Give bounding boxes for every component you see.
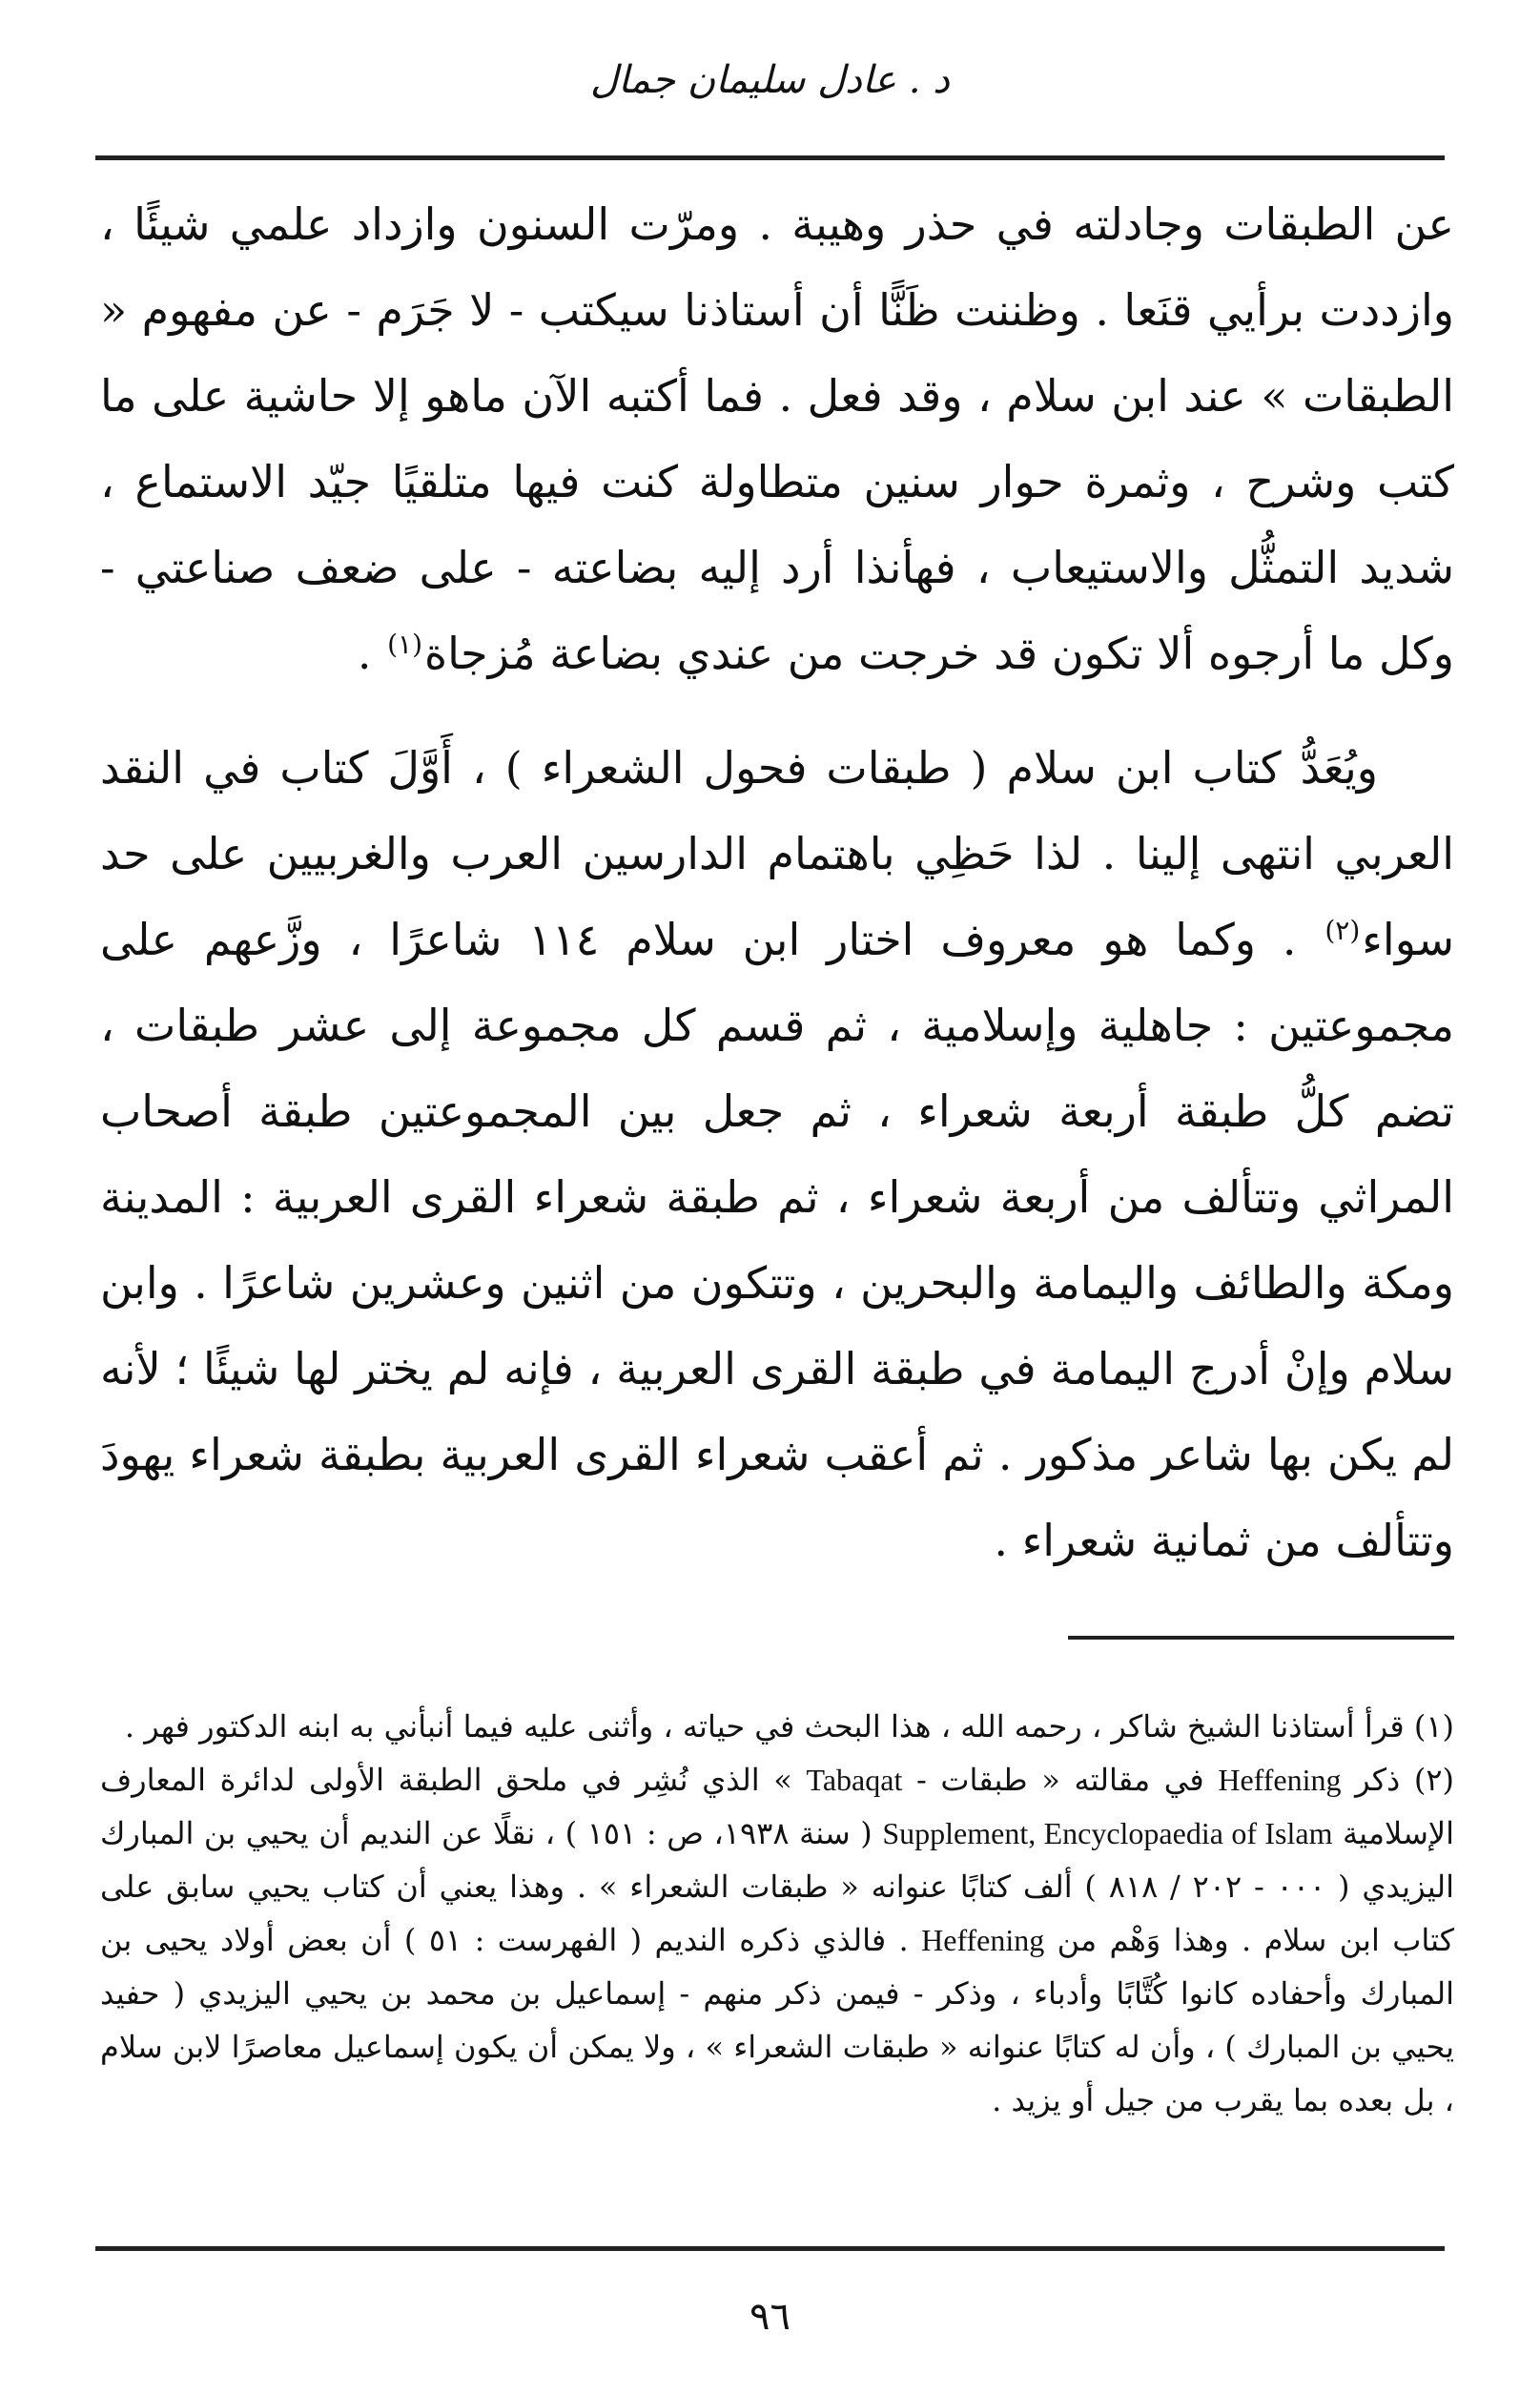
footnote-ref-2: (٢) <box>1324 914 1361 946</box>
footnote-1: (١) قرأ أستاذنا الشيخ شاكر ، رحمه الله ، هذا البحث في حياته ، وأثنى عليه فيما أنبأني به ابنه الدكتور فهر . <box>124 1708 1454 1745</box>
paragraph-1-end: . <box>357 628 386 679</box>
paragraph-1-text: عن الطبقات وجادلته في حذر وهيبة . ومرّت السنون وازداد علمي شيئًا ، وازددت برأيي قنَعا . وظننت ظَنًّا أن أستاذنا سيكتب - لا جَرَم - عن مفهوم « الطبقات » عند ابن سلام ، وقد فعل . فما أكتبه الآن ماهو إلا حاشية على ما كتب وشرح ، وثمرة حوار سنين متطاولة كنت فيها متلقيًا جيّد الاستماع ، شديد التمثُّل والاستيعاب ، فهأنذا أرد إليه بضاعته - على ضعف صناعتي - وكل ما أرجوه ألا تكون قد خرجت من عندي بضاعة مُزجاة <box>100 198 1454 679</box>
footnote-separator <box>1068 1636 1454 1640</box>
paragraph-1 <box>100 181 1454 696</box>
footnote-2-part-c: » الذي نُشِر في ملحق الطبقة الأولى لدائرة المعارف الإسلامية <box>100 1762 1455 1851</box>
footnotes <box>100 1700 1454 2127</box>
page-number: ٩٦ <box>749 2295 791 2339</box>
footnote-2-part-a: (٢) ذكر <box>1341 1762 1455 1798</box>
running-header: د . عادل سليمان جمال <box>590 58 950 102</box>
main-text <box>100 181 1454 1583</box>
header-rule <box>95 155 1445 160</box>
paragraph-2-text-a: ويُعَدُّ كتاب ابن سلام ( طبقات فحول الشعراء ) ، أَوَّلَ كتاب في النقد العربي انتهى إلينا . لذا حَظِي باهتمام الدارسين العرب والغربيين على حد سواء <box>100 742 1454 965</box>
footnote-ref-1: (١) <box>387 628 423 660</box>
paragraph-2 <box>100 725 1454 1583</box>
footer-rule <box>95 2246 1445 2251</box>
paragraph-2-text-b: . وكما هو معروف اختار ابن سلام ١١٤ شاعرًا ، وزَّعهم على مجموعتين : جاهلية وإسلامية ، ثم قسم كل مجموعة إلى عشر طبقات ، تضم كلُّ طبقة أربعة شعراء ، ثم جعل بين المجموعتين طبقة أصحاب المراثي وتتألف من أربعة شعراء ، ثم طبقة شعراء القرى العربية : المدينة ومكة والطائف واليمامة والبحرين ، وتتكون من اثنين وعشرين شاعرًا . وابن سلام وإنْ أدرج اليمامة في طبقة القرى العربية ، فإنه لم يختر لها شيئًا ؛ لأنه لم يكن بها شاعر مذكور . ثم أعقب شعراء القرى العربية بطبقة شعراء يهودَ وتتألف من ثمانية شعراء . <box>100 914 1454 1566</box>
footnote-2-tabaqat: Tabaqat <box>806 1763 903 1797</box>
footnote-2-supplement: Supplement, Encyclopaedia of Islam <box>882 1816 1333 1850</box>
footnote-2-part-e: . فالذي ذكره النديم ( الفهرست : ٥١ ) أن بعض أولاد يحيى بن المبارك وأحفاده كانوا كُتَّابًا وأدباء ، وذكر - فيمن ذكر منهم - إسماعيل بن محمد بن يحيي اليزيدي ( حفيد يحيي بن المبارك ) ، وأن له كتابًا عنوانه « طبقات الشعراء » ، ولا يمكن أن يكون إسماعيل معاصرًا لابن سلام ، بل بعده بما يقرب من جيل أو يزيد . <box>100 1922 1454 2118</box>
footnote-2-heffening-2: Heffening <box>921 1923 1045 1957</box>
footnote-2-part-d: ( سنة ١٩٣٨، ص : ١٥١ ) ، نقلًا عن النديم أن يحيي بن المبارك اليزيدي ( ٠٠٠ - ٢٠٢ / ٨١٨ ) ألف كتابًا عنوانه « طبقات الشعراء » . وهذا يعني أن كتاب يحيي سابق على كتاب ابن سلام . وهذا وَهْم من <box>100 1815 1455 1958</box>
footnote-2-part-b: في مقالته « طبقات - <box>902 1762 1219 1798</box>
footnote-2 <box>100 1753 1454 2127</box>
footnote-2-heffening: Heffening <box>1218 1763 1342 1797</box>
